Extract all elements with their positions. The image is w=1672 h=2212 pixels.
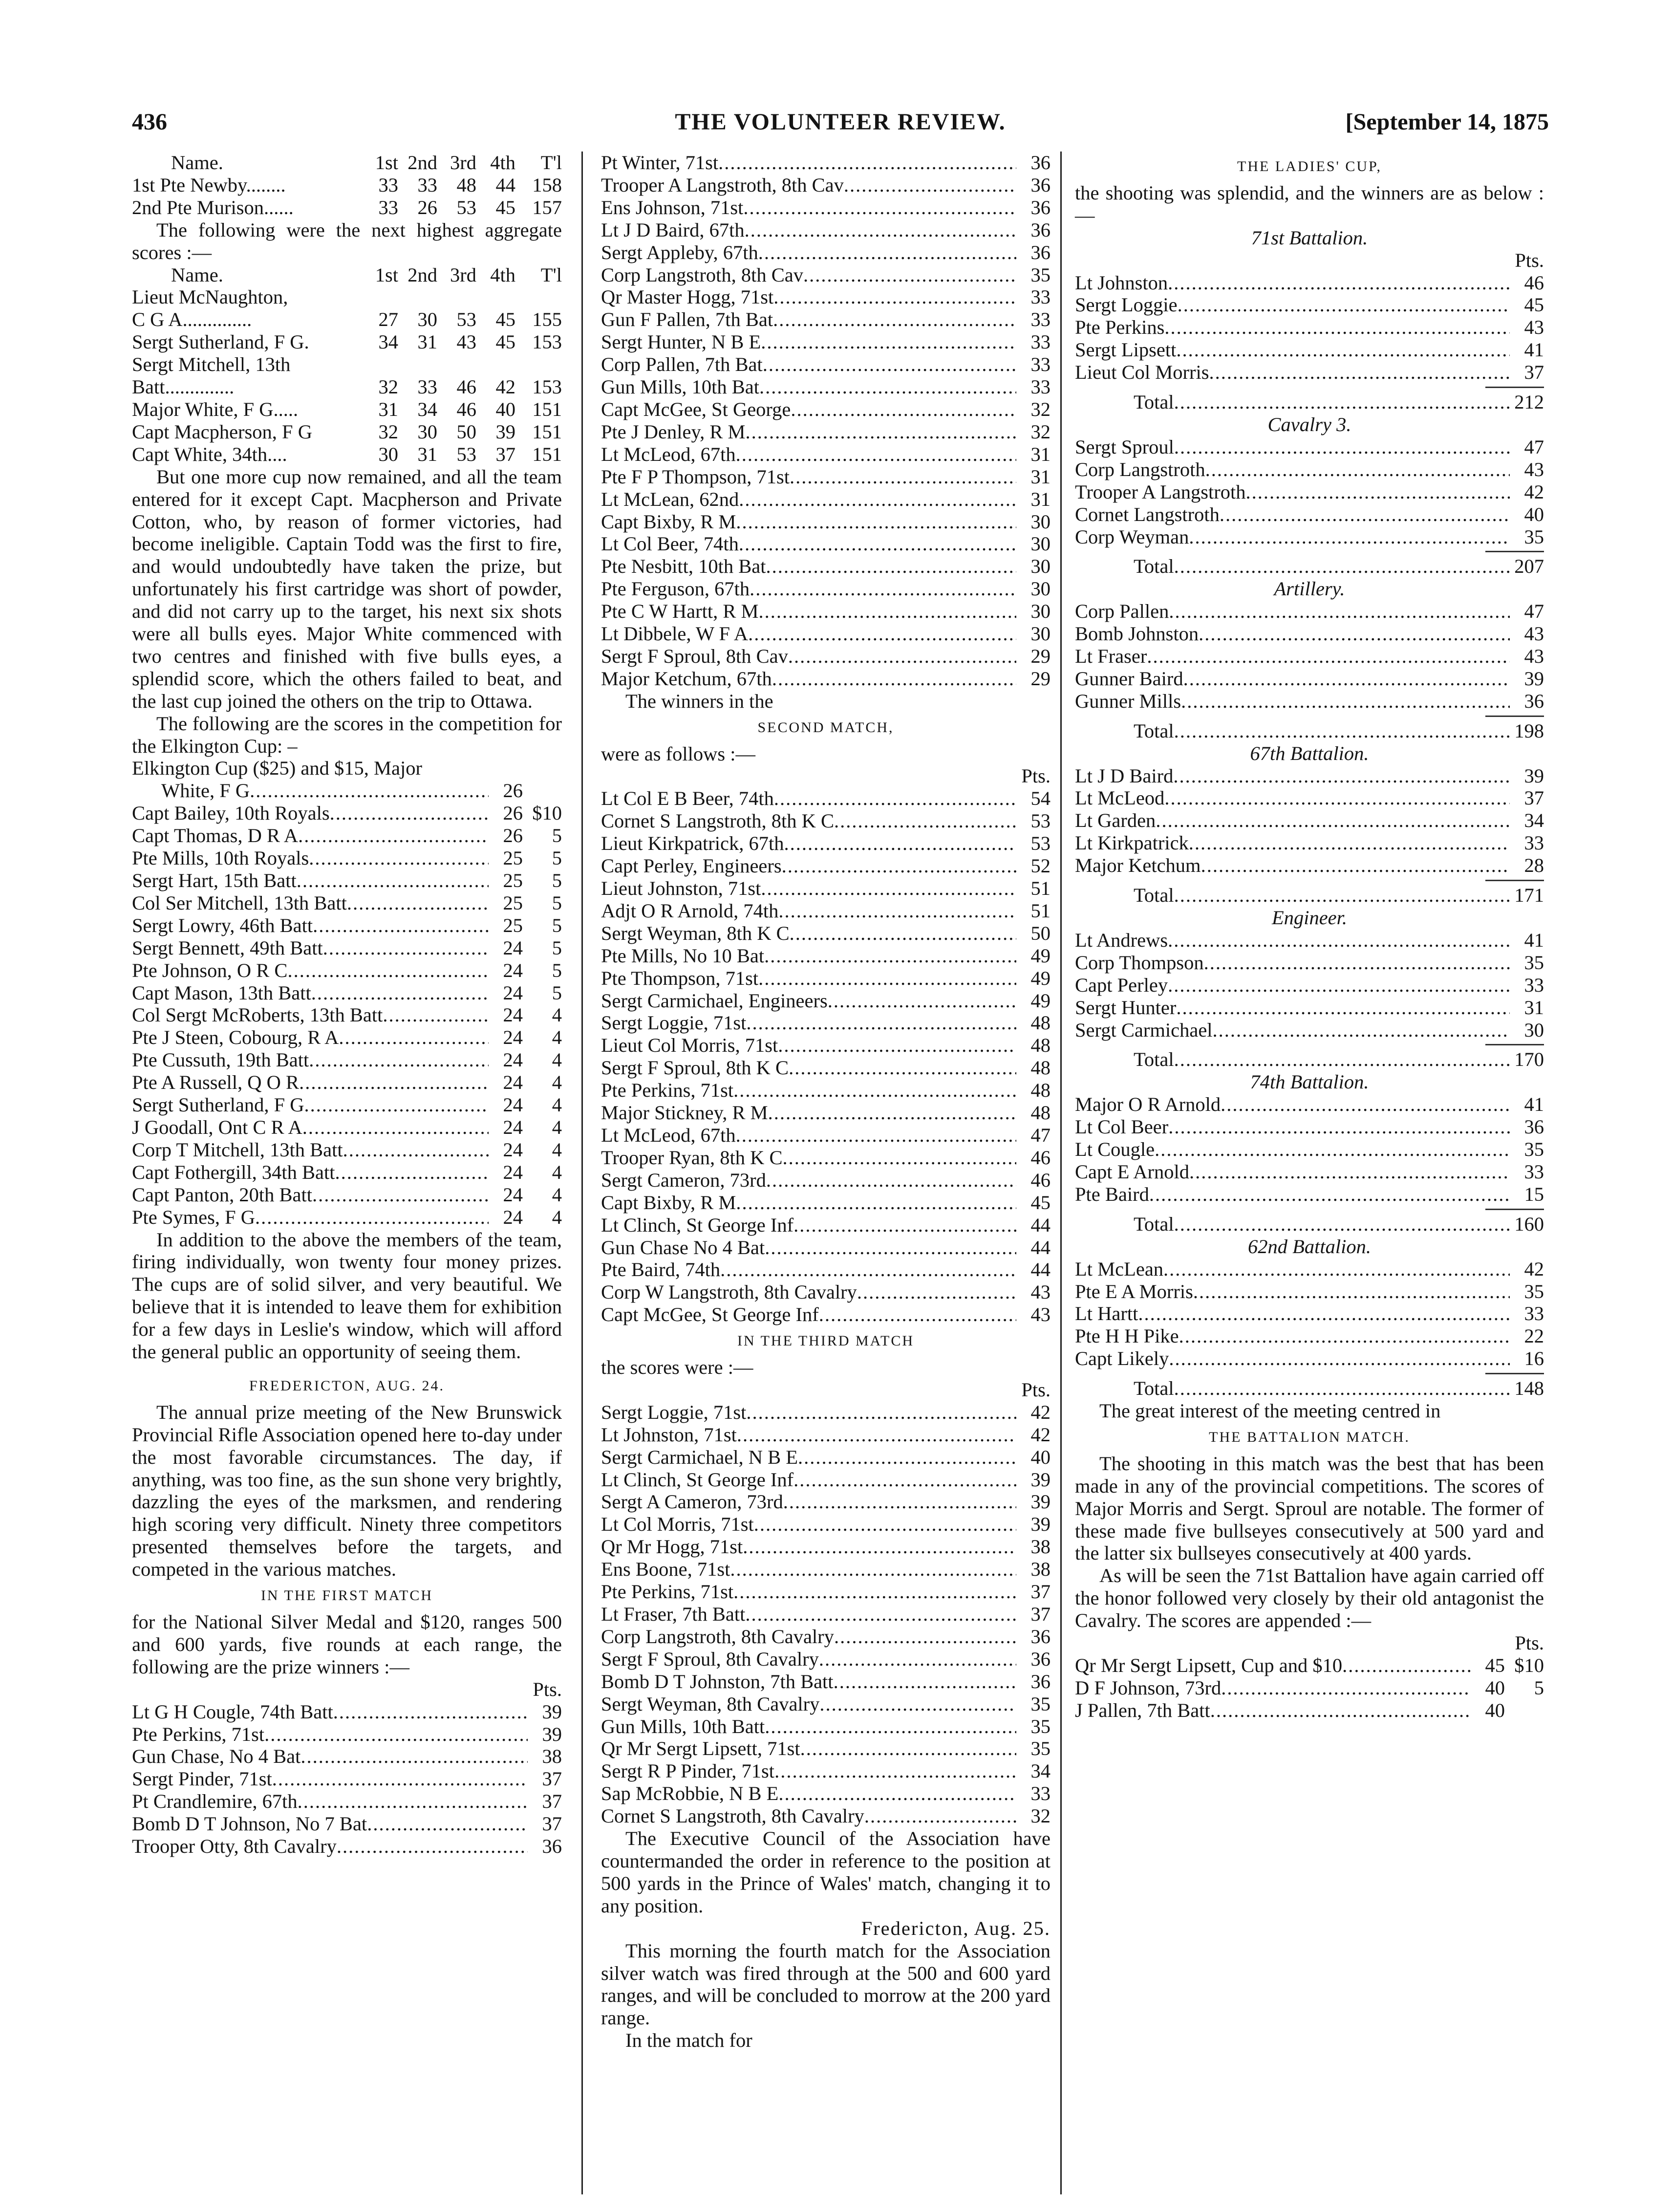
list-item: Pte Perkins, 71st ..... 48: [601, 1079, 1050, 1102]
list-item: Corp T Mitchell, 13th Batt ..... 24 4: [132, 1139, 562, 1161]
list-item: Lt Johnston ..... 46: [1075, 272, 1544, 294]
list-item: Lt Col Morris, 71st ..... 39: [601, 1513, 1050, 1536]
list-item: Pte J Denley, R M ..... 32: [601, 421, 1050, 443]
list-item: Col Sergt McRoberts, 13th Batt ..... 24 4: [132, 1004, 562, 1026]
section-heading: THE BATTALION MATCH.: [1209, 1429, 1410, 1445]
list-item: Sergt Sutherland, F G ..... 24 4: [132, 1094, 562, 1116]
list-item: Lt Hartt ..... 33: [1075, 1302, 1544, 1325]
list-item: Col Ser Mitchell, 13th Batt ..... 25 5: [132, 892, 562, 914]
total-rule: [1485, 551, 1544, 552]
list-item: Pte C W Hartt, R M ..... 30: [601, 600, 1050, 623]
paragraph: As will be seen the 71st Battalion have again carried off the honor followed very closely by their old antagonist the Cavalry. The scores are appended :—: [1075, 1564, 1544, 1632]
list-item: Lt Cougle ..... 35: [1075, 1138, 1544, 1161]
page-number: 436: [132, 109, 167, 135]
list-item: Lt Johnston, 71st ..... 42: [601, 1424, 1050, 1446]
list-item: Capt Thomas, D R A ..... 26 5: [132, 824, 562, 847]
section-heading: IN THE THIRD MATCH: [737, 1333, 915, 1349]
list-item: Pte Baird ..... 15: [1075, 1183, 1544, 1206]
list-item: Lt McLeod, 67th ..... 47: [601, 1124, 1050, 1147]
list-item: J Goodall, Ont C R A ..... 24 4: [132, 1116, 562, 1139]
list-item: Capt Likely ..... 16: [1075, 1347, 1544, 1370]
group-total: Total ..... 148: [1075, 1377, 1544, 1400]
dateline: FREDERICTON, AUG. 24.: [249, 1377, 445, 1394]
list-item: Lt McLean ..... 42: [1075, 1258, 1544, 1280]
list-item: Lt Col Beer ..... 36: [1075, 1116, 1544, 1138]
list-item: Pte J Steen, Cobourg, R A ..... 24 4: [132, 1026, 562, 1049]
group-title: Engineer.: [1271, 907, 1348, 929]
list-item: Corp Thompson ..... 35: [1075, 952, 1544, 974]
list-item: Capt McGee, St George Inf ..... 43: [601, 1303, 1050, 1326]
list-item: Qr Mr Hogg, 71st ..... 38: [601, 1536, 1050, 1558]
issue-date: [September 14, 1875: [1345, 109, 1549, 135]
list-item: Sergt Appleby, 67th ..... 36: [601, 241, 1050, 264]
elkington-intro: Elkington Cup ($25) and $15, Major: [132, 757, 422, 780]
list-item: Sap McRobbie, N B E ..... 33: [601, 1782, 1050, 1805]
list-item: Sergt Carmichael ..... 30: [1075, 1019, 1544, 1041]
list-item: Lt Dibbele, W F A ..... 30: [601, 623, 1050, 645]
list-item: Lieut Johnston, 71st ..... 51: [601, 877, 1050, 900]
list-item: Lt McLeod, 67th ..... 31: [601, 443, 1050, 466]
list-item: Gunner Mills ..... 36: [1075, 690, 1544, 713]
group-total: Total ..... 207: [1075, 555, 1544, 578]
list-item: Trooper A Langstroth, 8th Cav ..... 36: [601, 174, 1050, 196]
list-item: Lieut Kirkpatrick, 67th ..... 53: [601, 832, 1050, 855]
group-title: 67th Battalion.: [1250, 742, 1369, 764]
list-item: Cornet S Langstroth, 8th K C ..... 53: [601, 810, 1050, 832]
list-item: Capt Perley ..... 33: [1075, 974, 1544, 997]
table-row: 2nd Pte Murison...... 33 26 53 45 157: [132, 196, 562, 218]
first-match-table: [132, 1701, 562, 1858]
second-match-table: [601, 787, 1050, 1326]
total-rule: [1485, 716, 1544, 717]
list-item: Lt Fraser ..... 43: [1075, 645, 1544, 668]
points-label: Pts.: [533, 1678, 562, 1700]
table-row: Capt White, 34th.... 30 31 53 37 151: [132, 443, 562, 465]
table-row: Sergt Sutherland, F G. 34 31 43 45 153: [132, 331, 562, 353]
group-title: 62nd Battalion.: [1248, 1235, 1371, 1258]
list-item: Gun Chase No 4 Bat ..... 44: [601, 1236, 1050, 1259]
list-item: Lt Col E B Beer, 74th ..... 54: [601, 787, 1050, 810]
list-item: Pte E A Morris ..... 35: [1075, 1280, 1544, 1303]
list-item: Cornet Langstroth ..... 40: [1075, 503, 1544, 526]
list-item: Lt McLeod ..... 37: [1075, 787, 1544, 809]
points-label: Pts.: [1021, 765, 1050, 787]
list-item: Sergt Carmichael, N B E ..... 40: [601, 1446, 1050, 1469]
group-title: Artillery.: [1274, 578, 1345, 600]
list-item: Capt Bailey, 10th Royals ..... 26 $10: [132, 802, 562, 824]
group-title: Cavalry 3.: [1267, 413, 1351, 435]
list-item: Corp W Langstroth, 8th Cavalry ..... 43: [601, 1281, 1050, 1303]
list-item: Adjt O R Arnold, 74th ..... 51: [601, 900, 1050, 922]
list-item: Qr Master Hogg, 71st ..... 33: [601, 286, 1050, 308]
list-item: Pt Crandlemire, 67th ..... 37: [132, 1790, 562, 1813]
list-item: Pte Perkins, 71st ..... 37: [601, 1581, 1050, 1603]
group-total: Total ..... 170: [1075, 1048, 1544, 1071]
list-item: Gun Mills, 10th Bat ..... 33: [601, 376, 1050, 398]
list-item: Sergt Sproul ..... 47: [1075, 436, 1544, 458]
list-item: Pte Nesbitt, 10th Bat ..... 30: [601, 555, 1050, 578]
list-item: Pte Mills, No 10 Bat ..... 49: [601, 945, 1050, 967]
list-item: Sergt R P Pinder, 71st ..... 34: [601, 1760, 1050, 1782]
table-row: Lieut McNaughton,: [132, 286, 288, 308]
list-item: Lt Garden ..... 34: [1075, 809, 1544, 832]
total-rule: [1485, 1373, 1544, 1374]
list-item: Trooper Otty, 8th Cavalry ..... 36: [132, 1835, 562, 1858]
paragraph: the scores were :—: [601, 1356, 753, 1379]
list-item: Major Stickney, R M ..... 48: [601, 1102, 1050, 1124]
list-item: Sergt Loggie, 71st ..... 48: [601, 1012, 1050, 1034]
total-rule: [1485, 1209, 1544, 1210]
list-item: Sergt Carmichael, Engineers ..... 49: [601, 990, 1050, 1012]
list-item: Capt E Arnold ..... 33: [1075, 1161, 1544, 1183]
paragraph: The winners in the: [625, 690, 773, 712]
list-item: Corp Langstroth, 8th Cavalry ..... 36: [601, 1626, 1050, 1648]
list-item: Lieut Col Morris, 71st ..... 48: [601, 1034, 1050, 1057]
list-item: Gun Chase, No 4 Bat ..... 38: [132, 1745, 562, 1768]
list-item: Trooper Ryan, 8th K C ..... 46: [601, 1147, 1050, 1169]
group-total: Total ..... 212: [1075, 391, 1544, 413]
list-item: Capt Panton, 20th Batt ..... 24 4: [132, 1184, 562, 1206]
list-item: Gunner Baird ..... 39: [1075, 668, 1544, 690]
points-label: Pts.: [1515, 1632, 1544, 1654]
total-rule: [1485, 880, 1544, 881]
top-scores-table: [132, 174, 562, 219]
list-item: Corp Langstroth ..... 43: [1075, 458, 1544, 481]
table-row: Capt Macpherson, F G 32 30 50 39 151: [132, 420, 562, 443]
paragraph: The following are the scores in the competition for the Elkington Cup: –: [132, 712, 562, 757]
total-rule: [1485, 1044, 1544, 1045]
list-item: Pte Baird, 74th ..... 44: [601, 1258, 1050, 1281]
list-item: Sergt Loggie ..... 45: [1075, 294, 1544, 316]
list-item: Lieut Col Morris ..... 37: [1075, 361, 1544, 384]
list-item: Trooper A Langstroth ..... 42: [1075, 481, 1544, 503]
list-item: Sergt Lipsett ..... 41: [1075, 339, 1544, 361]
paragraph: But one more cup now remained, and all the team entered for it except Capt. Macpherson and Private Cotton, who, by reason of former victories, had become ineligible. Captain Todd was the first to fire, and would undoubtedly have taken the prize, but unfortunately his first cartridge was short of powder, and did not carry up to the target, his next six shots were all bulls eyes. Major White commenced with two centres and finished with five bulls eyes, a splendid score, which the others failed to beat, and the last cup joined the others on the trip to Ottawa.: [132, 465, 562, 712]
section-heading: IN THE FIRST MATCH: [260, 1587, 433, 1604]
list-item: Sergt Hunter, N B E ..... 33: [601, 331, 1050, 353]
list-item: Corp Pallen ..... 47: [1075, 600, 1544, 623]
paragraph: In addition to the above the members of the team, firing individually, won twenty four money prizes. The cups are of solid silver, and very beautiful. We believe that it is intended to leave them for exhibition for a few days in Leslie's window, which will afford the general public an opportunity of seeing them.: [132, 1228, 562, 1363]
column-3: [1075, 152, 1544, 1722]
group-total: Total ..... 198: [1075, 720, 1544, 742]
list-item: Capt Mason, 13th Batt ..... 24 5: [132, 982, 562, 1004]
list-item: Corp Langstroth, 8th Cav ..... 35: [601, 264, 1050, 286]
table-row: 1st Pte Newby........ 33 33 48 44 158: [132, 173, 562, 196]
table-row: Batt.............. 32 33 46 42 153: [132, 376, 562, 398]
list-item: Sergt Lowry, 46th Batt ..... 25 5: [132, 914, 562, 937]
list-item: Sergt Hart, 15th Batt ..... 25 5: [132, 869, 562, 892]
list-item: Sergt Pinder, 71st ..... 37: [132, 1768, 562, 1790]
table-row: Sergt Mitchell, 13th: [132, 353, 291, 376]
list-item: White, F G ..... 26: [132, 780, 562, 802]
page-header: [132, 103, 1549, 142]
points-label: Pts.: [1021, 1378, 1050, 1401]
score-table-header: Name. 1st 2nd 3rd 4th T'l: [171, 152, 562, 173]
list-item: Bomb Johnston ..... 43: [1075, 623, 1544, 645]
list-item: Gun F Pallen, 7th Bat ..... 33: [601, 308, 1050, 331]
list-item: Sergt Bennett, 49th Batt ..... 24 5: [132, 937, 562, 959]
list-item: Pte Cussuth, 19th Batt ..... 24 4: [132, 1049, 562, 1071]
list-item: Lt Col Beer, 74th ..... 30: [601, 533, 1050, 555]
list-item: Major Ketchum ..... 28: [1075, 854, 1544, 877]
list-item: D F Johnson, 73rd ..... 40 5: [1075, 1677, 1544, 1699]
list-item: Lt Clinch, St George Inf ..... 39: [601, 1469, 1050, 1491]
section-heading: THE LADIES' CUP,: [1237, 158, 1382, 174]
list-item: Sergt A Cameron, 73rd ..... 39: [601, 1491, 1050, 1513]
list-item: Capt Fothergill, 34th Batt ..... 24 4: [132, 1161, 562, 1184]
list-item: Corp Pallen, 7th Bat ..... 33: [601, 353, 1050, 376]
list-item: Qr Mr Sergt Lipsett, 71st ..... 35: [601, 1737, 1050, 1760]
list-item: Qr Mr Sergt Lipsett, Cup and $10 ..... 45 $10: [1075, 1654, 1544, 1677]
paragraph: The annual prize meeting of the New Brunswick Provincial Rifle Association opened here to-day under the most favorable circumstances. The day, if anything, was too fine, as the sun shone very brightly, dazzling the eyes of the marksmen, and rendering high scoring very difficult. Ninety three competitors presented themselves before the targets, and competed in the various matches.: [132, 1401, 562, 1581]
list-item: Lt Kirkpatrick ..... 33: [1075, 832, 1544, 854]
paragraph: This morning the fourth match for the Association silver watch was fired through at the 500 and 600 yard ranges, and will be concluded to morrow at the 200 yard range.: [601, 1939, 1050, 2029]
section-heading: SECOND MATCH,: [757, 719, 894, 736]
paragraph: the shooting was splendid, and the winners are as below :—: [1075, 181, 1544, 226]
list-item: Pte A Russell, Q O R ..... 24 4: [132, 1071, 562, 1094]
list-item: Pt Winter, 71st ..... 36: [601, 152, 1050, 174]
list-item: Capt Perley, Engineers ..... 52: [601, 855, 1050, 877]
list-item: Pte Perkins ..... 43: [1075, 316, 1544, 339]
list-item: Pte Symes, F G ..... 24 4: [132, 1206, 562, 1229]
column-1: [132, 152, 562, 1858]
third-match-table: [601, 1401, 1050, 1827]
paragraph: for the National Silver Medal and $120, ranges 500 and 600 yards, five rounds at each range, the following are the prize winners :—: [132, 1611, 562, 1678]
list-item: Lt Andrews ..... 41: [1075, 929, 1544, 952]
list-item: Cornet S Langstroth, 8th Cavalry ..... 32: [601, 1805, 1050, 1827]
points-label: Pts.: [1515, 249, 1544, 271]
list-item: Lt McLean, 62nd ..... 31: [601, 488, 1050, 511]
list-item: Capt Bixby, R M ..... 30: [601, 511, 1050, 533]
group-total: Total ..... 160: [1075, 1213, 1544, 1236]
list-item: Lt Fraser, 7th Batt ..... 37: [601, 1603, 1050, 1626]
elkington-cup-table: [132, 802, 562, 1228]
ladies-cup-groups: [1075, 227, 1544, 1400]
column-2: [601, 152, 1050, 2052]
list-item: Lt J D Baird ..... 39: [1075, 765, 1544, 787]
list-item: Ens Johnson, 71st ..... 36: [601, 196, 1050, 219]
list-item: Bomb D T Johnson, No 7 Bat ..... 37: [132, 1813, 562, 1835]
paragraph: The Executive Council of the Association have countermanded the order in reference to the position at 500 yards in the Prince of Wales' match, changing it to any position.: [601, 1827, 1050, 1917]
paragraph: The great interest of the meeting centred in: [1099, 1400, 1441, 1422]
newspaper-title: THE VOLUNTEER REVIEW.: [675, 109, 1006, 135]
list-item: Major Ketchum, 67th ..... 29: [601, 668, 1050, 690]
first-match-table-cont: [601, 152, 1050, 690]
group-title: 74th Battalion.: [1250, 1071, 1369, 1093]
list-item: Sergt F Sproul, 8th K C ..... 48: [601, 1057, 1050, 1079]
battalion-match-table: [1075, 1654, 1544, 1722]
list-item: Major O R Arnold ..... 41: [1075, 1093, 1544, 1116]
table-row: C G A.............. 27 30 53 45 155: [132, 308, 562, 331]
list-item: J Pallen, 7th Batt ..... 40: [1075, 1699, 1544, 1722]
score-table-header: Name. 1st 2nd 3rd 4th T'l: [171, 263, 562, 286]
list-item: Corp Weyman ..... 35: [1075, 526, 1544, 548]
list-item: Sergt F Sproul, 8th Cavalry ..... 36: [601, 1648, 1050, 1670]
column-divider-1: [581, 152, 583, 2194]
list-item: Sergt F Sproul, 8th Cav ..... 29: [601, 645, 1050, 668]
paragraph: were as follows :—: [601, 742, 756, 765]
list-item: Pte Perkins, 71st ..... 39: [132, 1723, 562, 1746]
group-total: Total ..... 171: [1075, 884, 1544, 907]
list-item: Sergt Weyman, 8th K C ..... 50: [601, 922, 1050, 945]
paragraph: In the match for: [625, 2029, 752, 2052]
list-item: Pte Johnson, O R C ..... 24 5: [132, 959, 562, 982]
list-item: Gun Mills, 10th Batt ..... 35: [601, 1715, 1050, 1738]
table-row: Major White, F G..... 31 34 46 40 151: [132, 398, 562, 420]
group-title: 71st Battalion.: [1251, 226, 1368, 249]
list-item: Sergt Weyman, 8th Cavalry ..... 35: [601, 1693, 1050, 1715]
list-item: Capt McGee, St George ..... 32: [601, 398, 1050, 421]
dateline: Fredericton, Aug. 25.: [861, 1917, 1050, 1939]
list-item: Pte F P Thompson, 71st ..... 31: [601, 466, 1050, 488]
total-rule: [1485, 387, 1544, 388]
list-item: Pte Thompson, 71st ..... 49: [601, 967, 1050, 990]
paragraph: The following were the next highest aggregate scores :—: [132, 218, 562, 263]
list-item: Capt Bixby, R M ..... 45: [601, 1192, 1050, 1214]
list-item: Pte H H Pike ..... 22: [1075, 1325, 1544, 1347]
list-item: Lt J D Baird, 67th ..... 36: [601, 219, 1050, 241]
paragraph: The shooting in this match was the best that has been made in any of the provincial competitions. The scores of Major Morris and Sergt. Sproul are notable. The former of these made five bullseyes consecutively at 500 yard and the latter six bullseyes consecutively at 400 yards.: [1075, 1452, 1544, 1564]
list-item: Sergt Loggie, 71st ..... 42: [601, 1401, 1050, 1424]
list-item: Pte Ferguson, 67th ..... 30: [601, 578, 1050, 600]
list-item: Sergt Cameron, 73rd ..... 46: [601, 1169, 1050, 1192]
list-item: Bomb D T Johnston, 7th Batt ..... 36: [601, 1670, 1050, 1693]
list-item: Lt Clinch, St George Inf ..... 44: [601, 1214, 1050, 1236]
list-item: Lt G H Cougle, 74th Batt ..... 39: [132, 1701, 562, 1723]
list-item: Pte Mills, 10th Royals ..... 25 5: [132, 847, 562, 869]
aggregate-scores-table: [132, 286, 562, 465]
list-item: Sergt Hunter ..... 31: [1075, 997, 1544, 1019]
list-item: Ens Boone, 71st ..... 38: [601, 1558, 1050, 1581]
column-divider-2: [1060, 152, 1062, 2194]
